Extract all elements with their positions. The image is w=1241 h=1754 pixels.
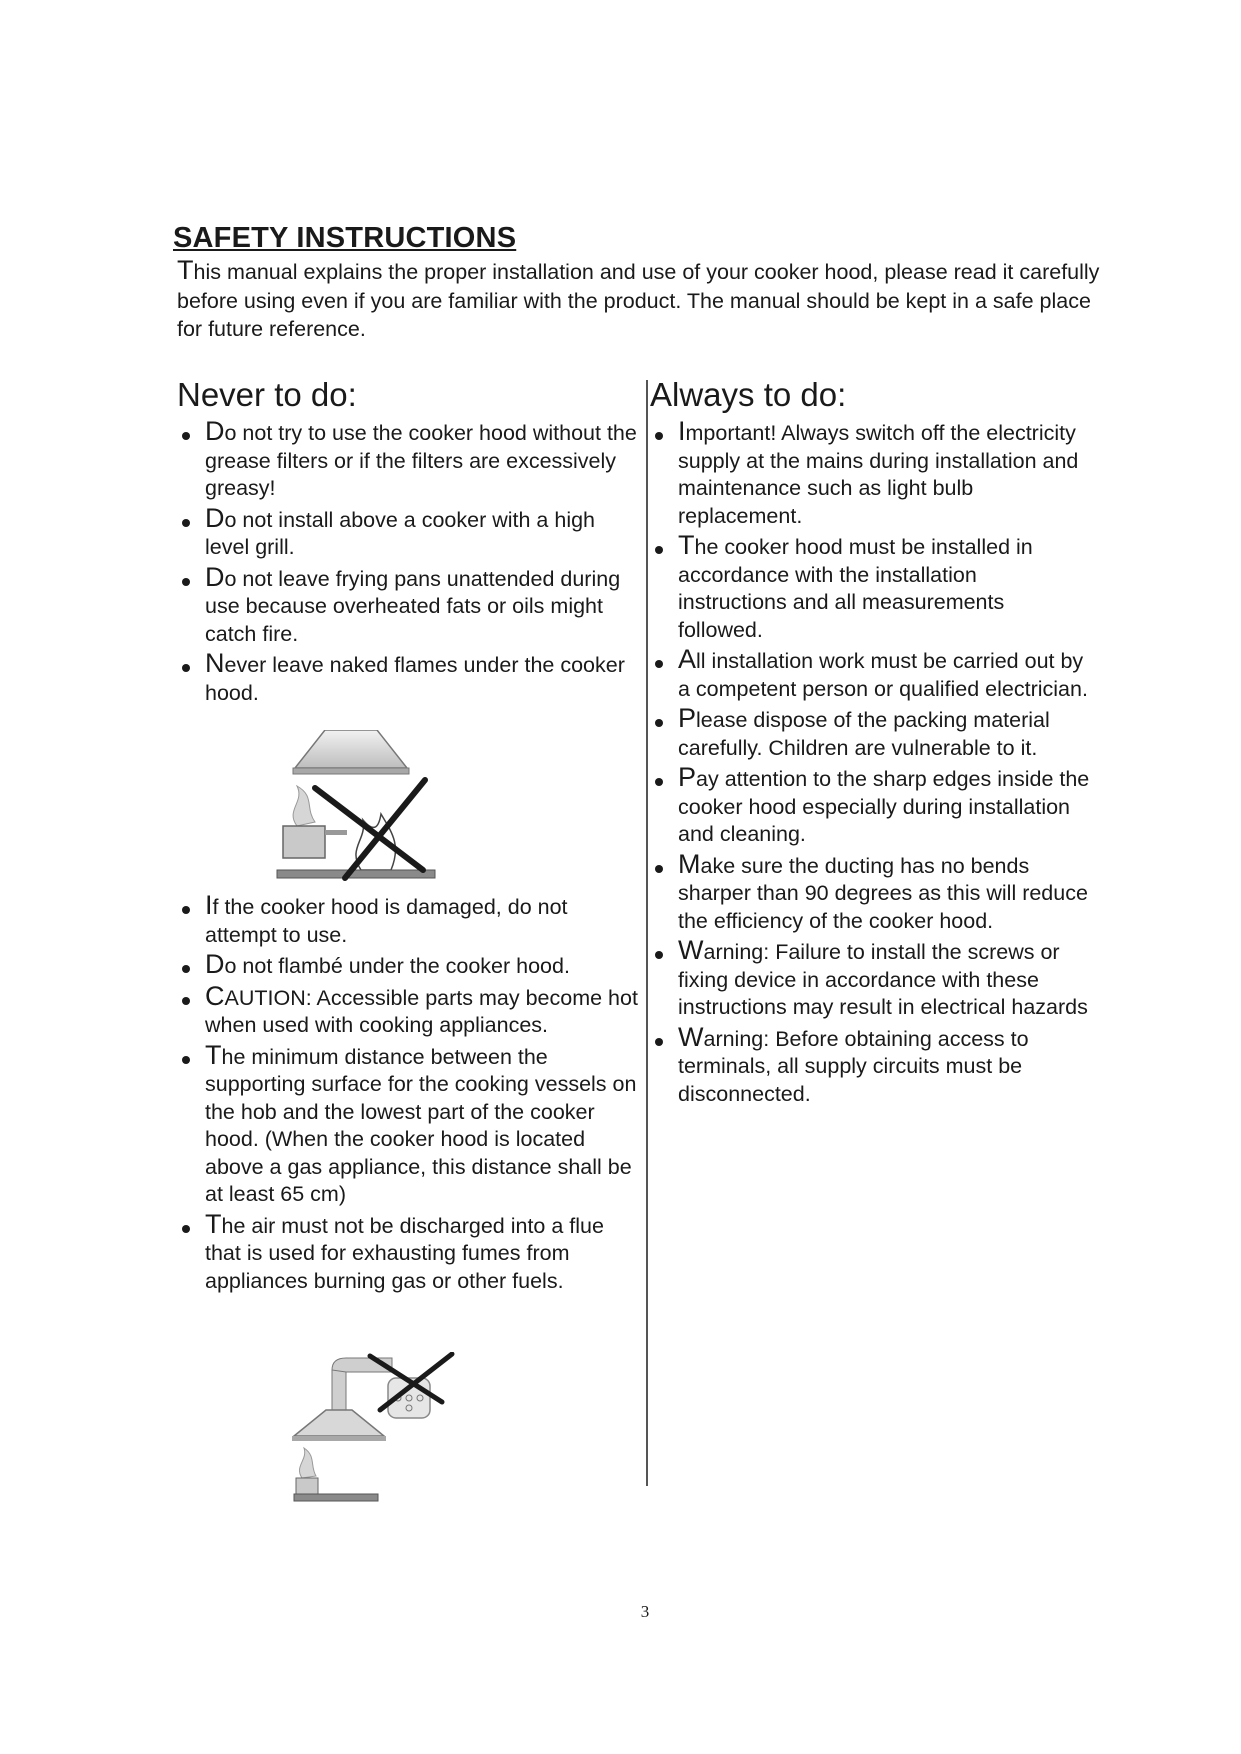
list-item [178,949,638,981]
list-item [651,935,1091,1022]
pot-shape [296,1478,318,1494]
always-list [651,416,1091,1112]
item-text: o not try to use the cooker hood without the grease filters or if the filters are excessively greasy! [205,421,637,500]
list-item [178,1039,638,1209]
never-list-2 [178,890,638,1299]
drop-cap: W [678,1021,704,1052]
page-title: SAFETY INSTRUCTIONS [173,222,517,254]
list-item [651,703,1091,762]
no-flames-under-hood-icon [275,730,440,895]
drop-cap: C [205,980,225,1011]
never-heading: Never to do: [177,376,357,413]
never-list-1 [178,416,638,711]
drop-cap: I [205,890,213,920]
page-number: 3 [640,1602,650,1621]
list-item [178,561,638,649]
drop-cap: N [205,648,225,678]
drop-cap: D [205,416,225,446]
intro-drop-cap: T [177,255,194,285]
item-text: o not install above a cooker with a high level grill. [205,507,596,559]
intro-paragraph [177,255,1117,344]
smoke-shape [293,786,315,826]
hood-rim [293,768,409,774]
hood-shape [294,1410,384,1436]
drop-cap: P [678,703,697,733]
drop-cap: T [678,530,695,560]
drop-cap: D [205,561,225,592]
item-text: o not leave frying pans unattended during use because overheated fats or oils might catch fire. [205,566,621,646]
drop-cap: A [678,644,697,674]
smoke-shape [299,1448,316,1478]
drop-cap: D [205,949,225,979]
item-text: he cooker hood must be installed in accordance with the installation instructions and all measurements followed. [678,535,1033,642]
item-text: AUTION: Accessible parts may become hot when used with cooking appliances. [205,985,638,1037]
hood-shape [295,730,407,768]
item-text: arning: Failure to install the screws or fixing device in accordance with these instructions may result in electrical hazards [678,940,1088,1019]
item-text: ever leave naked flames under the cooker hood. [205,653,625,705]
item-text: mportant! Always switch off the electricity supply at the mains during installation and maintenance such as light bulb replacement. [678,421,1079,528]
drop-cap: W [678,935,704,965]
item-text: he air must not be discharged into a flue that is used for exhausting fumes from appliances burning gas or other fuels. [205,1213,604,1293]
list-item [651,530,1091,644]
hob-shape [277,870,435,878]
drop-cap: I [678,416,686,446]
item-text: he minimum distance between the supporting surface for the cooking vessels on the hob and the lowest part of the cooker hood. (When the cooker hood is located above a gas appliance, this distance shall be at least 65 cm) [205,1044,637,1206]
list-item [178,502,638,562]
list-item [651,416,1091,530]
list-item [178,890,638,949]
no-gas-flue-icon [292,1352,462,1504]
list-item [651,644,1091,703]
drop-cap: M [678,848,701,879]
item-text: arning: Before obtaining access to terminals, all supply circuits must be disconnected. [678,1026,1029,1106]
item-text: ake sure the ducting has no bends sharper than 90 degrees as this will reduce the efficiency of the cooker hood. [678,853,1088,933]
item-text: o not flambé under the cooker hood. [224,954,570,978]
pot-handle [325,830,347,835]
intro-text: his manual explains the proper installation and use of your cooker hood, please read it carefully before using even if you are familiar with the product. The manual should be kept in a safe place for future reference. [177,260,1100,341]
pot-shape [283,826,325,858]
item-text: f the cooker hood is damaged, do not attempt to use. [205,895,568,947]
list-item [651,848,1091,936]
list-item [178,980,638,1040]
drop-cap: T [205,1039,222,1070]
list-item [651,762,1091,849]
hob-shape [294,1494,378,1501]
drop-cap: T [205,1208,222,1239]
drop-cap: P [678,762,697,792]
list-item [178,416,638,503]
list-item [651,1021,1091,1109]
item-text: lease dispose of the packing material carefully. Children are vulnerable to it. [678,708,1050,760]
list-item [178,1208,638,1296]
column-divider [646,380,648,1486]
drop-cap: D [205,502,225,533]
list-item [178,648,638,707]
hood-rim [292,1436,386,1441]
item-text: ll installation work must be carried out by a competent person or qualified electrician. [678,649,1088,701]
always-heading: Always to do: [650,376,847,413]
duct-shape [332,1370,346,1410]
item-text: ay attention to the sharp edges inside the cooker hood especially during installation and cleaning. [678,767,1090,846]
